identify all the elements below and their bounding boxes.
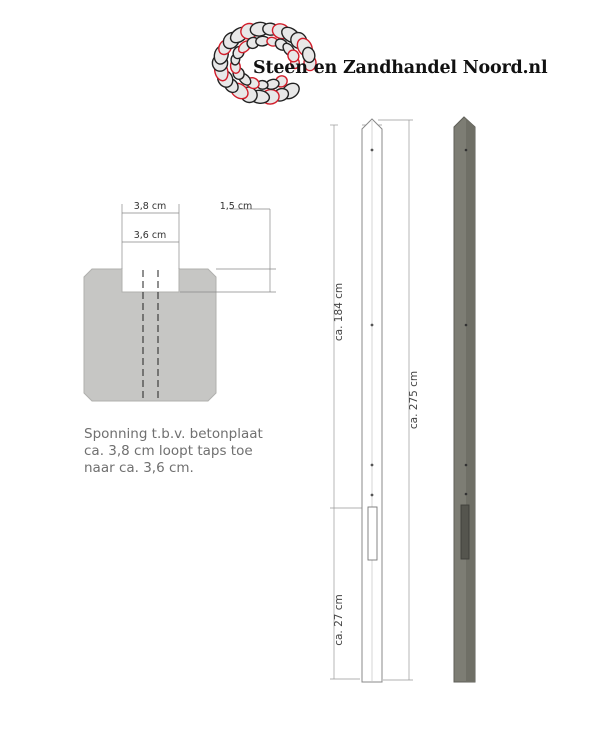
description-line: Sponning t.b.v. betonplaat	[84, 426, 263, 442]
description-line: ca. 3,8 cm loopt taps toe	[84, 443, 253, 459]
cross-section	[84, 200, 276, 401]
post-solid-slot	[461, 505, 469, 559]
logo-text: Steen en Zandhandel Noord.nl	[253, 58, 548, 78]
dim-outer-width-label: 3,8 cm	[133, 201, 167, 212]
dim-upper-label: ca. 184 cm	[333, 282, 345, 342]
post-solid	[454, 117, 475, 682]
dim-total-label: ca. 275 cm	[408, 370, 420, 430]
post-outline	[362, 119, 382, 682]
cross-section-body	[84, 269, 216, 401]
groove-description	[84, 426, 314, 477]
dim-inner-width-label: 3,6 cm	[133, 230, 167, 241]
description-line: naar ca. 3,6 cm.	[84, 460, 194, 476]
post-outline-slot	[368, 507, 377, 560]
dim-lower-label: ca. 27 cm	[333, 594, 345, 646]
dim-depth-label: 1,5 cm	[219, 201, 253, 212]
